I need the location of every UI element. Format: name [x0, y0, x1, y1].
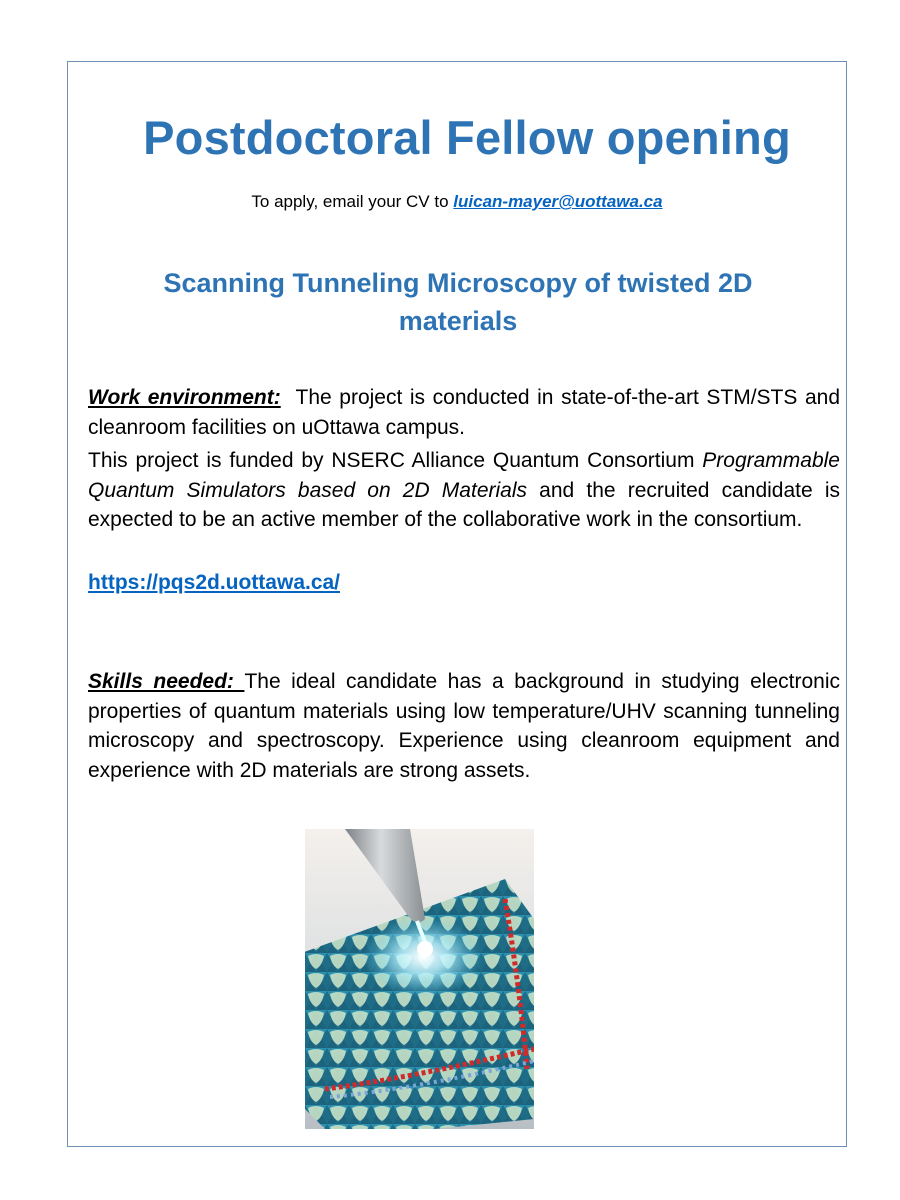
funding-text-end: and the recruited candidate is expected to be an active member of the collaborative work in the consortium. — [88, 478, 840, 531]
consortium-name: Programmable Quantum Simulators based on 2D Materials — [88, 449, 840, 502]
apply-text: To apply, email your CV to — [251, 192, 454, 211]
consortium-website-link[interactable]: https://pqs2d.uottawa.ca/ — [88, 571, 341, 594]
skills-text: The ideal candidate has a background in studying electronic properties of quantum materials using low temperature/UHV scanning tunneling microscopy and spectroscopy. Experience using cleanroom equipment and experience with 2D materials are strong assets. — [88, 670, 840, 782]
funding-text-start: This project is funded by NSERC Alliance Quantum Consortium — [88, 449, 703, 472]
skills-label: Skills needed: — [88, 670, 245, 693]
work-environment-paragraph — [88, 383, 852, 442]
funding-paragraph — [88, 446, 840, 535]
page-title: Postdoctoral Fellow opening — [143, 111, 791, 164]
project-subtitle: Scanning Tunneling Microscopy of twisted 2D materials — [163, 268, 753, 336]
stm-illustration — [305, 829, 534, 1129]
work-environment-label: Work environment: — [88, 386, 281, 409]
skills-paragraph — [88, 667, 840, 785]
apply-line — [67, 192, 847, 212]
email-link[interactable]: luican-mayer@uottawa.ca — [453, 192, 663, 211]
work-environment-text: The project is conducted in state-of-the-art STM/STS and cleanroom facilities on uOttawa campus. — [88, 386, 852, 439]
